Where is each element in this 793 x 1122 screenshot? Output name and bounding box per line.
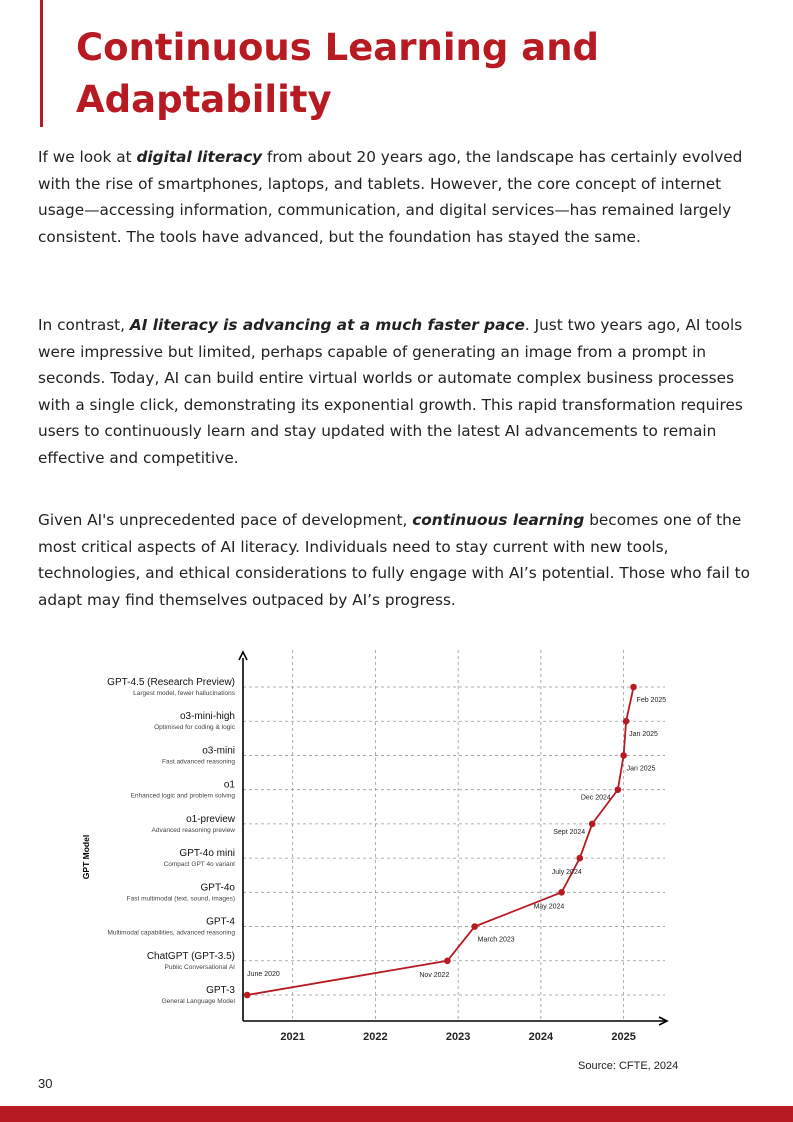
x-tick-label: 2021: [280, 1031, 305, 1040]
chart-source: Source: CFTE, 2024: [578, 1060, 679, 1072]
data-label: Jan 2025: [626, 765, 656, 773]
data-point: [444, 957, 451, 964]
y-axis-title: GPT Model: [81, 834, 91, 880]
y-category-description: Enhanced logic and problem solving: [130, 792, 235, 800]
y-category-description: Optimised for coding & logic: [154, 724, 235, 732]
y-category-description: Fast multimodal (text, sound, images): [126, 895, 235, 903]
y-category-name: GPT-4o: [200, 882, 235, 894]
data-point: [623, 718, 630, 725]
emphasis-text: continuous learning: [412, 511, 585, 529]
data-point: [244, 992, 251, 999]
y-category-name: o1-preview: [186, 813, 235, 825]
title-accent-bar: [40, 0, 43, 127]
data-label: Feb 2025: [636, 697, 667, 704]
y-category-name: o3-mini-high: [179, 711, 235, 723]
x-tick-label: 2024: [528, 1031, 554, 1040]
y-category-name: o1: [223, 779, 235, 791]
data-label: Nov 2022: [419, 971, 450, 979]
data-point: [615, 786, 622, 793]
data-label: July 2024: [551, 869, 582, 877]
page-title: Continuous Learning and Adaptability: [76, 26, 600, 121]
data-label: Dec 2024: [580, 794, 611, 802]
data-label: Jan 2025: [629, 731, 658, 739]
paragraph-text: In contrast,: [38, 316, 130, 334]
x-tick-label: 2025: [611, 1031, 636, 1040]
y-category-name: GPT-4: [206, 916, 235, 928]
data-point: [630, 684, 637, 691]
data-label: June 2020: [247, 971, 280, 978]
y-category-description: General Language Model: [161, 998, 235, 1005]
y-category-name: GPT-3: [206, 985, 235, 996]
y-category-description: Advanced reasoning preview: [151, 826, 235, 834]
paragraph-ai-literacy: [38, 312, 758, 471]
y-category-name: o3-mini: [202, 745, 235, 757]
paragraph-text: becomes one of the most critical aspects of AI literacy. Individuals need to stay current with new tools, technologies, and ethical considerations to fully engage with AI’s potential. Those who fail to adapt may find themselves outpaced by AI’s progress.: [38, 511, 750, 609]
page-number: 30: [38, 1076, 53, 1091]
data-point: [471, 923, 478, 930]
x-tick-label: 2023: [445, 1031, 471, 1040]
paragraph-text: Given AI's unprecedented pace of development,: [38, 511, 413, 529]
y-category-name: GPT-4.5 (Research Preview): [107, 677, 235, 688]
data-label: March 2023: [477, 936, 515, 944]
y-category-description: Multimodal capabilities, advanced reasoning: [107, 929, 235, 937]
y-category-description: Compact GPT 4o variant: [163, 861, 235, 869]
paragraph-continuous-learning: [38, 507, 758, 613]
paragraph-digital-literacy: [38, 144, 758, 250]
series-line: [247, 687, 633, 995]
paragraph-text: from about 20 years ago, the landscape has certainly evolved with the rise of smartphones, laptops, and tablets. However, the core concept of internet usage—accessing information, communication, and digital services—has remained largely consistent. The tools have advanced, but the foundation has stayed the same.: [38, 148, 743, 246]
data-label: May 2024: [533, 903, 565, 911]
y-category-name: ChatGPT (GPT-3.5): [146, 950, 235, 962]
footer-accent-bar: [0, 1106, 793, 1122]
y-category-description: Largest model, fewer hallucinations: [133, 690, 235, 697]
data-point: [620, 752, 627, 759]
data-point: [576, 855, 583, 862]
y-category-description: Public Conversational AI: [164, 963, 235, 971]
y-category-name: GPT-4o mini: [179, 848, 235, 860]
emphasis-text: digital literacy: [136, 148, 263, 166]
y-category-description: Fast advanced reasoning: [162, 758, 235, 766]
data-label: Sept 2024: [553, 828, 586, 836]
data-point: [558, 889, 565, 896]
paragraph-text: If we look at: [38, 148, 137, 166]
gpt-timeline-chart: [0, 640, 793, 1040]
emphasis-text: AI literacy is advancing at a much faster pace: [129, 316, 525, 334]
paragraph-text: . Just two years ago, AI tools were impressive but limited, perhaps capable of generating an image from a prompt in seconds. Today, AI can build entire virtual worlds or automate complex business processes with a single click, demonstrating its exponential growth. This rapid transformation requires users to continuously learn and stay updated with the latest AI advancements to remain effective and competitive.: [38, 316, 743, 467]
data-point: [589, 821, 596, 828]
x-tick-label: 2022: [363, 1031, 388, 1040]
